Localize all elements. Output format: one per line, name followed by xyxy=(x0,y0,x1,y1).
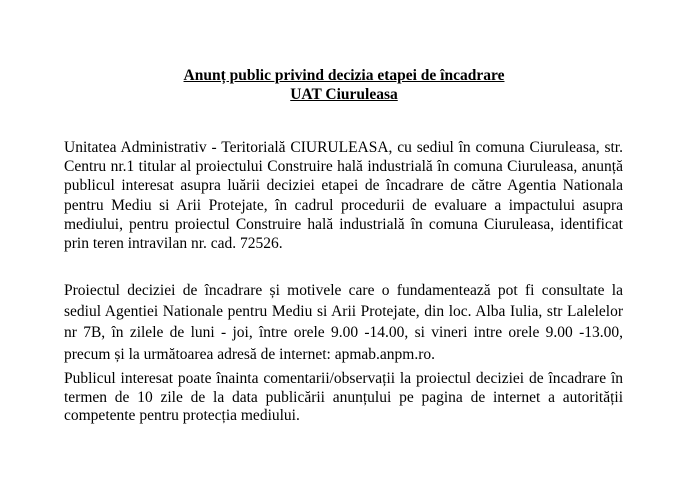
document-subtitle: UAT Ciuruleasa xyxy=(290,86,398,103)
paragraph-consultation: Proiectul deciziei de încadrare și motivele care o fundamentează pot fi consultate la sediul Agentiei Nationale pentru Mediu si Arii Protejate, din loc. Alba Iulia, str Lalelelor nr 7B, în zilele de luni - joi, între orele 9.00 -14.00, si vineri intre orele 9.00 -13.00, precum și la următoarea adresă de internet: apmab.anpm.ro. xyxy=(64,282,623,363)
paragraph-comments: Publicul interesat poate înainta comentarii/observații la proiectul deciziei de încadrare în termen de 10 zile de la data publicării anunțului pe pagina de internet a autorității competente pentru protecția mediului. xyxy=(64,370,623,424)
document-title: Anunț public privind decizia etapei de încadrare xyxy=(183,67,505,84)
paragraph-announcement: Unitatea Administrativ - Teritorială CIURULEASA, cu sediul în comuna Ciuruleasa, str. Centru nr.1 titular al proiectului Construire hală industrială în comuna Ciuruleasa, anunță publicul interesat asupra luării deciziei etapei de încadrare de către Agentia Nationala pentru Mediu si Arii Protejate, în cadrul procedurii de evaluare a impactului asupra mediului, pentru proiectul Construire hală industrială în comuna Ciuruleasa, identificat prin teren intravilan nr. cad. 72526. xyxy=(64,139,623,253)
